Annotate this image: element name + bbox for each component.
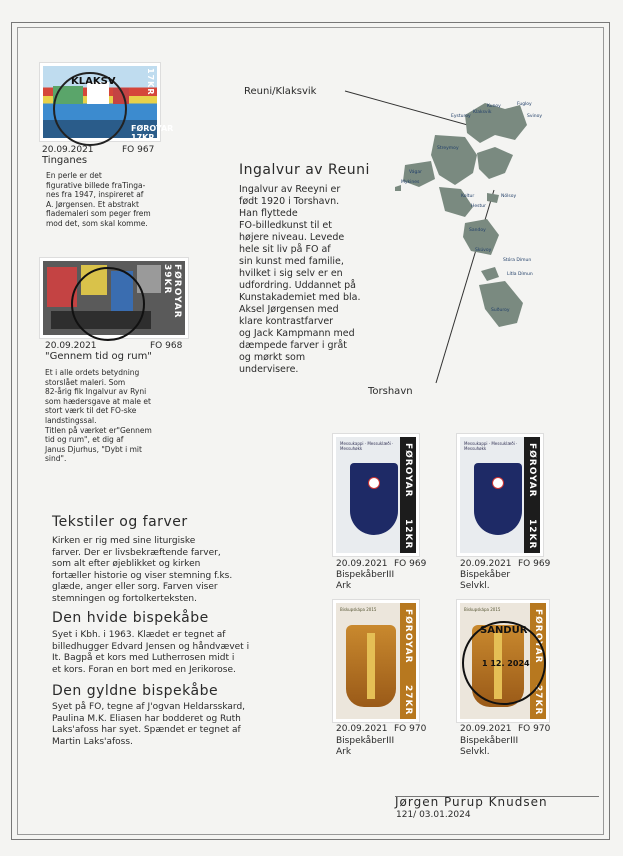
stamp-header: Messukappi · Messuklæði · Messuhøkk (464, 441, 518, 451)
map-place: Kunoy (487, 104, 501, 109)
stamp-subtitle: Selvkl. (460, 747, 490, 757)
stamp-value-label: FØROYAR 39KR (162, 264, 182, 319)
stamp-fo-number: FO 967 (122, 145, 155, 155)
map-place: Streymoy (437, 146, 459, 151)
stamp-date: 20.09.2021 (42, 145, 94, 155)
tekstiler-heading: Tekstiler og farver (52, 514, 188, 530)
stamp-value-label: FØROYAR (403, 443, 413, 498)
stamp-date: 20.09.2021 (460, 559, 512, 569)
gyldne-heading: Den gyldne bispekåbe (52, 683, 219, 699)
map-place: Nólsoy (501, 194, 517, 199)
stamp-value-label: FØROYAR (533, 609, 543, 664)
stamp-value: 17KR (146, 68, 155, 96)
postmark-date: 1 12. 2024 (482, 659, 530, 668)
map-place: Hestur (471, 204, 486, 209)
stamp-date: 20.09.2021 (45, 341, 97, 351)
stamp-date: 20.09.2021 (460, 724, 512, 734)
map-place: Vágar (409, 170, 422, 175)
map-place: Sandoy (469, 228, 486, 233)
map-place: Stóra Dímun (503, 258, 532, 263)
stamp-title: BispekåberIII (460, 736, 519, 746)
stamp-value: 27KR (403, 685, 413, 716)
stamp-fo-number: FO 970 (394, 724, 427, 734)
map-place: Klaksvik (473, 110, 492, 115)
stamp-fo-number: FO 970 (518, 724, 551, 734)
stamp-value: 12KR (403, 519, 413, 550)
map-label-torshavn: Torshavn (368, 386, 413, 397)
stamp-subtitle: Ark (336, 747, 352, 757)
stamp-header: Messukappi · Messuklæði · Messuhøkk (340, 441, 394, 451)
footer-page-date: 121/ 03.01.2024 (396, 810, 471, 820)
stamp-title: "Gennem tid og rum" (45, 351, 152, 362)
gyldne-description: Syet på FO, tegne af J'ogvan Heldarsskard, Paulina M.K. Eliasen har bodderet og Ruth Laks'afoss har syet. Spændet er tegnet af Martin Laks'afoss. (52, 702, 246, 747)
stamp-value: 27KR (533, 685, 543, 716)
stamp-fo-number: FO 968 (150, 341, 183, 351)
hvide-description: Syet i Kbh. i 1963. Klædet er tegnet af billedhugger Edvard Jensen og håndvævet i It. Bagpå et kors med Lutherrosen midt i et kors. Foran en bort med en Jerikorose. (52, 630, 250, 675)
stamp-date: 20.09.2021 (336, 724, 388, 734)
stamp-bisp-ark-27 (333, 600, 419, 722)
stamp-header: Biskupskápa 2015 (464, 607, 501, 612)
stamp-subtitle: Selvkl. (460, 581, 490, 591)
map-label-reuni: Reuni/Klaksvik (244, 86, 317, 97)
stamp-title: Bispekåber (460, 570, 511, 580)
map-place: Fugloy (517, 102, 532, 107)
stamp-value-label: FØROYAR (403, 609, 413, 664)
ingalvur-description: Ingalvur av Reeyni er født 1920 i Torshavn. Han flyttede FO-billedkunst til et højere niveau. Levede hele sit liv på FO af sin kunst med familie, hvilket i sig selv er en udfordring. Uddannet på Kunstakademiet med bla. Aksel Jørgensen med klare kontrastfarver og Jack Kampmann med dæmpede farver i gråt og mørkt som undervisere. (239, 184, 361, 375)
stamp-fo-number: FO 969 (518, 559, 551, 569)
stamp-date: 20.09.2021 (336, 559, 388, 569)
stamp-title: BispekåberIII (336, 570, 395, 580)
map-place: Skúvoy (475, 248, 492, 253)
faroe-islands-map (395, 95, 565, 335)
tinganes-description: En perle er det figurative billede fraTinga- nes fra 1947, inspireret af A. Jørgensen. Et abstrakt flademaleri som peger frem mod det, som skal komme. (46, 171, 151, 228)
ingalvur-heading: Ingalvur av Reuni (239, 162, 370, 178)
map-place: Koltur (461, 194, 475, 199)
footer-author: Jørgen Purup Knudsen (395, 795, 548, 809)
stamp-value-label: FØROYAR (527, 443, 537, 498)
stamp-value: 12KR (527, 519, 537, 550)
stamp-header: Biskupskápa 2015 (340, 607, 377, 612)
hvide-heading: Den hvide bispekåbe (52, 610, 209, 626)
map-place: Mykines (401, 180, 420, 185)
stamp-title: Tinganes (42, 155, 88, 166)
stamp-bisp-ark-12 (333, 434, 419, 556)
map-place: Eysturoy (451, 114, 471, 119)
map-place: Lítla Dímun (507, 272, 533, 277)
postmark-text: KLAKSV (71, 76, 116, 87)
gennem-description: Et i alle ordets betydning storslået maleri. Som 82-årig fik Ingalvur av Ryni som hædersgave at male et stort værk til det FO-ske landstingssal. Titlen på værket er"Gennem tid og rum", et dig af Janus Djurhus, "Dybt i mit sind". (45, 368, 152, 464)
tekstiler-description: Kirken er rig med sine liturgiske farver. Der er livsbekræftende farver, som alt efter øjeblikket og kirken fortæller historie og viser stemning f.ks. glæde, anger eller sorg. Farven viser stemningen og fortolkerteksten. (52, 536, 233, 604)
postmark-text: SANDUR (480, 625, 528, 636)
stamp-bisp-selvkl-12 (457, 434, 543, 556)
stamp-bisp-selvkl-27 (457, 600, 549, 722)
map-place: Svinoy (527, 114, 543, 119)
stamp-title: BispekåberIII (336, 736, 395, 746)
stamp-subtitle: Ark (336, 581, 352, 591)
stamp-fo-number: FO 969 (394, 559, 427, 569)
map-place: Suðuroy (491, 308, 510, 313)
stamp-value-label: FØROYAR 17KR (131, 124, 174, 142)
